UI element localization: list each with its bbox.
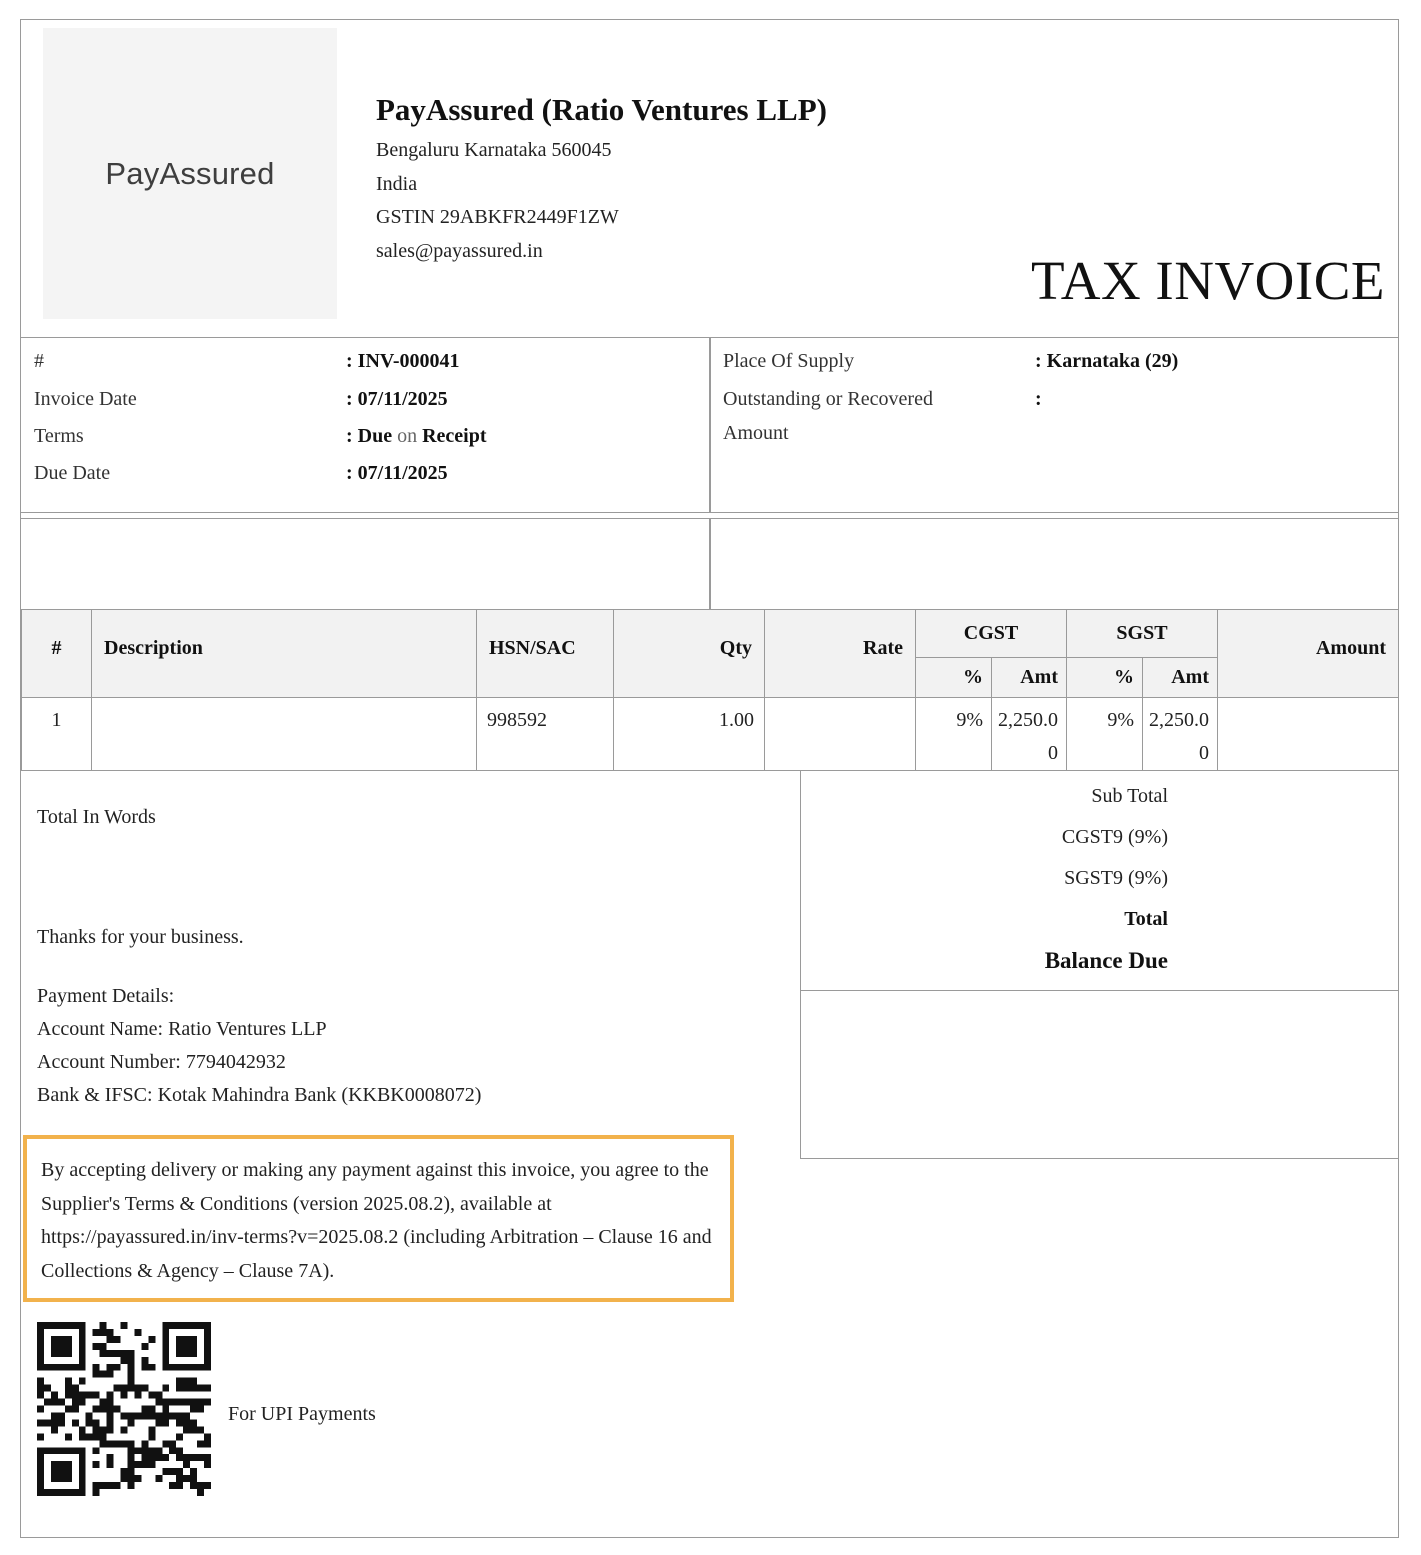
due-date-label: Due Date <box>34 462 111 484</box>
col-header-cgst-pct: % <box>916 658 992 698</box>
col-header-hsn: HSN/SAC <box>477 610 614 698</box>
row-sgst-amt: 2,250.00 <box>1143 698 1218 771</box>
company-logo <box>43 28 337 319</box>
subtotal-label: Sub Total <box>1091 785 1168 807</box>
col-header-sgst: SGST <box>1067 610 1218 658</box>
col-header-amount: Amount <box>1218 610 1399 698</box>
col-header-qty: Qty <box>614 610 765 698</box>
col-header-cgst-amt: Amt <box>992 658 1067 698</box>
row-rate <box>765 698 916 771</box>
row-cgst-pct: 9% <box>916 698 992 771</box>
row-cgst-amt: 2,250.00 <box>992 698 1067 771</box>
col-header-cgst: CGST <box>916 610 1067 658</box>
company-address-line2: India <box>376 172 418 195</box>
invoice-document <box>20 19 1399 1538</box>
col-header-description: Description <box>92 610 477 698</box>
terms-notice: By accepting delivery or making any payment against this invoice, you agree to the Supplier's Terms & Conditions (version 2025.08.2), available at https://payassured.in/inv-terms?v=2025.08.2 (including Arbitration – Clause 16 and Collections & Agency – Clause 7A). <box>23 1135 734 1302</box>
invoice-date-value: : 07/11/2025 <box>346 388 448 410</box>
row-number: 1 <box>22 698 92 771</box>
invoice-date-label: Invoice Date <box>34 388 137 410</box>
col-header-number: # <box>22 610 92 698</box>
bank-ifsc: Bank & IFSC: Kotak Mahindra Bank (KKBK0008072) <box>37 1084 482 1106</box>
due-date-value: : 07/11/2025 <box>346 462 448 484</box>
invoice-number-value: : INV-000041 <box>346 350 460 372</box>
invoice-info-section <box>21 337 1398 512</box>
account-name: Account Name: Ratio Ventures LLP <box>37 1018 327 1040</box>
signature-area <box>800 991 1398 1159</box>
col-header-rate: Rate <box>765 610 916 698</box>
upi-payments-label: For UPI Payments <box>228 1403 376 1425</box>
thanks-note: Thanks for your business. <box>37 926 244 948</box>
section-separator <box>21 512 1398 519</box>
row-sgst-pct: 9% <box>1067 698 1143 771</box>
total-label: Total <box>1124 908 1168 930</box>
sgst-total-label: SGST9 (9%) <box>1064 867 1168 889</box>
row-qty: 1.00 <box>614 698 765 771</box>
totals-section <box>800 771 1398 991</box>
outstanding-value: : <box>1035 388 1042 410</box>
account-number: Account Number: 7794042932 <box>37 1051 286 1073</box>
terms-value: : Due on Receipt <box>346 425 487 447</box>
invoice-number-label: # <box>34 350 44 372</box>
terms-label: Terms <box>34 425 84 447</box>
bill-to-divider <box>709 519 711 609</box>
upi-qr-code <box>37 1322 211 1496</box>
line-items-table <box>21 609 1399 771</box>
cgst-total-label: CGST9 (9%) <box>1061 826 1168 848</box>
info-divider <box>709 338 711 513</box>
company-address-line1: Bengaluru Karnataka 560045 <box>376 139 612 161</box>
total-in-words-label: Total In Words <box>37 806 156 828</box>
bill-to-section <box>21 519 1398 609</box>
payment-details-title: Payment Details: <box>37 985 175 1007</box>
col-header-sgst-pct: % <box>1067 658 1143 698</box>
col-header-sgst-amt: Amt <box>1143 658 1218 698</box>
logo-text: PayAssured <box>105 155 275 191</box>
company-gstin: GSTIN 29ABKFR2449F1ZW <box>376 206 619 228</box>
outstanding-label-line2: Amount <box>723 422 789 444</box>
row-hsn: 998592 <box>477 698 614 771</box>
table-row <box>22 698 1399 771</box>
company-name: PayAssured (Ratio Ventures LLP) <box>376 92 827 127</box>
row-amount <box>1218 698 1399 771</box>
outstanding-label-line1: Outstanding or Recovered <box>723 388 933 410</box>
place-of-supply-label: Place Of Supply <box>723 350 855 372</box>
row-description <box>92 698 477 771</box>
company-email: sales@payassured.in <box>376 239 543 262</box>
place-of-supply-value: : Karnataka (29) <box>1035 350 1179 372</box>
balance-due-label: Balance Due <box>1044 948 1168 973</box>
payment-details <box>37 980 481 1112</box>
document-title: TAX INVOICE <box>1031 250 1385 311</box>
company-info <box>376 90 827 268</box>
